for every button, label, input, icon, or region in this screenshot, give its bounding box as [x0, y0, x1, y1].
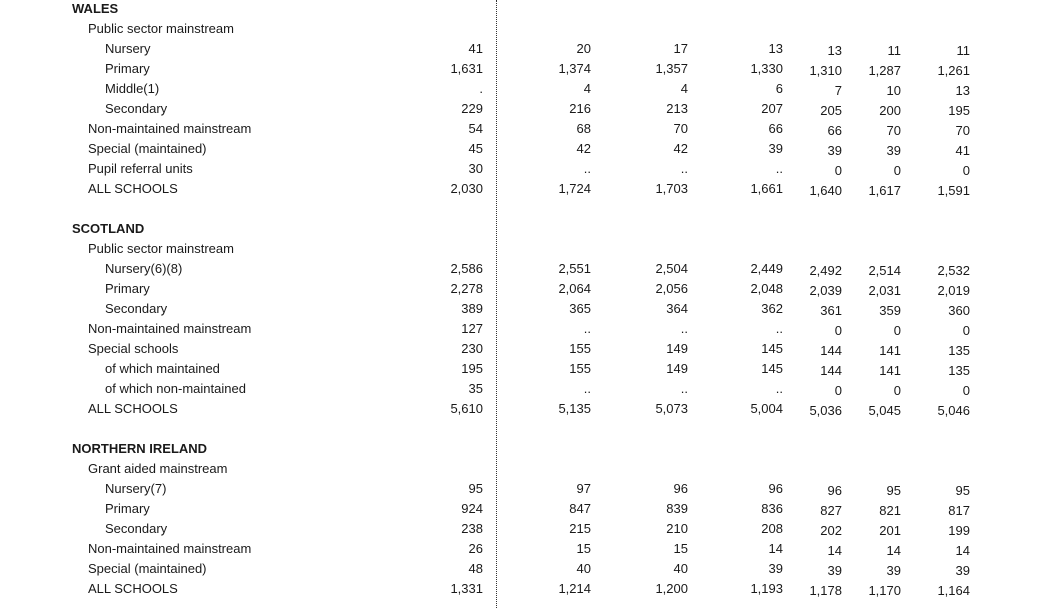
table-cell: 13 [827, 43, 842, 58]
row-label: Special schools [88, 341, 179, 356]
table-cell: 155 [569, 341, 591, 356]
table-cell: 30 [468, 161, 483, 176]
table-cell: 2,514 [868, 263, 901, 278]
table-cell: 149 [666, 341, 688, 356]
table-cell: 145 [761, 341, 783, 356]
table-cell: 364 [666, 301, 688, 316]
section-header [0, 440, 1049, 460]
table-cell: 135 [948, 363, 970, 378]
table-cell: 1,703 [655, 181, 688, 196]
table-cell: 145 [761, 361, 783, 376]
table-cell: 96 [768, 481, 783, 496]
table-cell: 14 [886, 543, 901, 558]
row-label: Special (maintained) [88, 141, 207, 156]
row-label: ALL SCHOOLS [88, 181, 178, 196]
table-cell: 0 [834, 323, 842, 338]
table-cell: 2,030 [450, 181, 483, 196]
row-label: Secondary [105, 301, 168, 316]
table-cell: 215 [569, 521, 591, 536]
table-cell: 66 [827, 123, 842, 138]
row-label: Primary [105, 61, 150, 76]
section-header [0, 220, 1049, 240]
table-row [0, 520, 1049, 540]
row-label: Primary [105, 281, 150, 296]
table-cell: 70 [955, 123, 970, 138]
table-cell: 1,640 [809, 183, 842, 198]
table-cell: 195 [948, 103, 970, 118]
table-cell: 2,056 [655, 281, 688, 296]
table-cell: 230 [461, 341, 483, 356]
table-cell: .. [680, 161, 688, 176]
table-cell: 5,004 [750, 401, 783, 416]
table-row [0, 340, 1049, 360]
table-cell: 5,135 [558, 401, 591, 416]
table-cell: 1,164 [937, 583, 970, 598]
table-cell: 0 [962, 383, 970, 398]
table-row [0, 460, 1049, 480]
table-cell: 5,045 [868, 403, 901, 418]
table-cell: .. [583, 381, 591, 396]
table-cell: 365 [569, 301, 591, 316]
table-cell: 70 [673, 121, 688, 136]
table-cell: .. [680, 321, 688, 336]
table-cell: 199 [948, 523, 970, 538]
table-cell: 1,631 [450, 61, 483, 76]
table-row [0, 20, 1049, 40]
row-label: Grant aided mainstream [88, 461, 228, 476]
table-cell: 42 [576, 141, 591, 156]
table-cell: 4 [680, 81, 688, 96]
table-cell: 48 [468, 561, 483, 576]
table-cell: 207 [761, 101, 783, 116]
table-cell: 39 [886, 563, 901, 578]
table-cell: 97 [576, 481, 591, 496]
section-title: NORTHERN IRELAND [72, 441, 208, 456]
table-cell: 95 [955, 483, 970, 498]
row-label: of which non-maintained [105, 381, 246, 396]
table-cell: 817 [948, 503, 970, 518]
table-cell: 39 [827, 563, 842, 578]
table-cell: 141 [879, 343, 901, 358]
row-label: Secondary [105, 521, 168, 536]
section-title: SCOTLAND [72, 221, 145, 236]
table-cell: 13 [955, 83, 970, 98]
table-cell: .. [680, 381, 688, 396]
table-cell: 0 [962, 323, 970, 338]
table-cell: 14 [955, 543, 970, 558]
table-row [0, 60, 1049, 80]
table-cell: 216 [569, 101, 591, 116]
table-cell: 127 [461, 321, 483, 336]
table-cell: 0 [893, 323, 901, 338]
table-cell: 11 [887, 43, 901, 58]
table-cell: 821 [879, 503, 901, 518]
table-cell: 66 [768, 121, 783, 136]
row-label: Middle(1) [105, 81, 160, 96]
table-cell: 135 [948, 343, 970, 358]
table-cell: 15 [576, 541, 591, 556]
row-label: of which maintained [105, 361, 220, 376]
table-row [0, 180, 1049, 200]
table-cell: 144 [820, 343, 842, 358]
table-cell: 2,504 [655, 261, 688, 276]
table-cell: 42 [673, 141, 688, 156]
table-cell: 0 [893, 383, 901, 398]
table-cell: 1,661 [750, 181, 783, 196]
table-cell: 1,261 [937, 63, 970, 78]
section-header [0, 0, 1049, 20]
table-cell: 14 [827, 543, 842, 558]
table-cell: 45 [468, 141, 483, 156]
table-row [0, 160, 1049, 180]
table-cell: 361 [820, 303, 842, 318]
table-cell: 205 [820, 103, 842, 118]
table-cell: 41 [468, 41, 483, 56]
table-row [0, 240, 1049, 260]
table-cell: 1,214 [558, 581, 591, 596]
table-cell: 2,039 [809, 283, 842, 298]
table-cell: 96 [673, 481, 688, 496]
table-cell: 40 [673, 561, 688, 576]
table-cell: 839 [666, 501, 688, 516]
table-row [0, 380, 1049, 400]
table-cell: 39 [886, 143, 901, 158]
row-label: Non-maintained mainstream [88, 321, 252, 336]
table-cell: 40 [576, 561, 591, 576]
row-label: Nursery(6)(8) [105, 261, 183, 276]
table-row [0, 300, 1049, 320]
table-row [0, 120, 1049, 140]
table-row [0, 260, 1049, 280]
table-cell: 15 [673, 541, 688, 556]
table-cell: 208 [761, 521, 783, 536]
table-cell: 201 [879, 523, 901, 538]
table-cell: 95 [468, 481, 483, 496]
table-cell: 0 [834, 163, 842, 178]
table-cell: 1,193 [750, 581, 783, 596]
table-cell: 7 [834, 83, 842, 98]
table-cell: 149 [666, 361, 688, 376]
table-cell: 836 [761, 501, 783, 516]
row-label: Non-maintained mainstream [88, 541, 252, 556]
table-cell: 924 [461, 501, 483, 516]
table-cell: 847 [569, 501, 591, 516]
table-cell: .. [775, 381, 783, 396]
table-cell: 229 [461, 101, 483, 116]
row-label: Non-maintained mainstream [88, 121, 252, 136]
table-cell: 17 [673, 41, 688, 56]
table-row [0, 560, 1049, 580]
table-row [0, 580, 1049, 600]
table-cell: 14 [768, 541, 783, 556]
table-cell: 360 [948, 303, 970, 318]
table-cell: 2,064 [558, 281, 591, 296]
table-cell: . [479, 81, 483, 96]
table-cell: 39 [955, 563, 970, 578]
table-cell: 2,031 [868, 283, 901, 298]
table-cell: 95 [886, 483, 901, 498]
table-cell: 2,551 [558, 261, 591, 276]
table-cell: 4 [583, 81, 591, 96]
table-cell: 210 [666, 521, 688, 536]
table-cell: 41 [955, 143, 970, 158]
table-row [0, 80, 1049, 100]
row-label: ALL SCHOOLS [88, 401, 178, 416]
table-cell: .. [775, 321, 783, 336]
table-cell: 1,357 [655, 61, 688, 76]
table-cell: 2,532 [937, 263, 970, 278]
table-cell: 1,331 [450, 581, 483, 596]
table-cell: 0 [834, 383, 842, 398]
table-cell: 10 [886, 83, 901, 98]
section-title: WALES [72, 1, 119, 16]
table-cell: 238 [461, 521, 483, 536]
table-cell: 141 [879, 363, 901, 378]
table-cell: 39 [827, 143, 842, 158]
table-cell: 1,200 [655, 581, 688, 596]
table-cell: 213 [666, 101, 688, 116]
table-cell: 68 [576, 121, 591, 136]
table-cell: 1,170 [868, 583, 901, 598]
table-cell: 1,591 [937, 183, 970, 198]
table-cell: 155 [569, 361, 591, 376]
table-cell: 2,278 [450, 281, 483, 296]
table-cell: 1,178 [809, 583, 842, 598]
table-cell: 13 [768, 41, 783, 56]
table-cell: 5,046 [937, 403, 970, 418]
table-cell: 35 [468, 381, 483, 396]
table-cell: 144 [820, 363, 842, 378]
row-label: Primary [105, 501, 150, 516]
table-cell: 96 [827, 483, 842, 498]
row-label: Special (maintained) [88, 561, 207, 576]
table-cell: 1,330 [750, 61, 783, 76]
row-label: Public sector mainstream [88, 21, 234, 36]
table-cell: 827 [820, 503, 842, 518]
table-cell: 2,492 [809, 263, 842, 278]
table-cell: 0 [962, 163, 970, 178]
row-label: ALL SCHOOLS [88, 581, 178, 596]
table-cell: 1,724 [558, 181, 591, 196]
row-label: Nursery [105, 41, 151, 56]
table-cell: 5,073 [655, 401, 688, 416]
table-row [0, 320, 1049, 340]
table-cell: 26 [468, 541, 483, 556]
table-cell: 20 [576, 41, 591, 56]
table-cell: 2,449 [750, 261, 783, 276]
table-row [0, 140, 1049, 160]
table-row [0, 280, 1049, 300]
table-cell: 5,610 [450, 401, 483, 416]
table-cell: 39 [768, 561, 783, 576]
table-cell: 5,036 [809, 403, 842, 418]
table-cell: 11 [956, 43, 970, 58]
table-cell: .. [775, 161, 783, 176]
table-row [0, 100, 1049, 120]
table-cell: 359 [879, 303, 901, 318]
table-cell: 389 [461, 301, 483, 316]
table-row [0, 500, 1049, 520]
table-cell: 195 [461, 361, 483, 376]
table-cell: 1,374 [558, 61, 591, 76]
table-cell: 1,310 [809, 63, 842, 78]
table-cell: 2,586 [450, 261, 483, 276]
table-cell: 200 [879, 103, 901, 118]
table-row [0, 540, 1049, 560]
table-cell: 70 [886, 123, 901, 138]
row-label: Nursery(7) [105, 481, 167, 496]
table-cell: 6 [775, 81, 783, 96]
table-cell: 1,617 [868, 183, 901, 198]
table-cell: 1,287 [868, 63, 901, 78]
table-row [0, 480, 1049, 500]
table-cell: 39 [768, 141, 783, 156]
table-cell: 2,048 [750, 281, 783, 296]
table-cell: 362 [761, 301, 783, 316]
table-row [0, 40, 1049, 60]
row-label: Public sector mainstream [88, 241, 234, 256]
table-cell: .. [583, 321, 591, 336]
table-row [0, 400, 1049, 420]
table-cell: .. [583, 161, 591, 176]
row-label: Pupil referral units [88, 161, 193, 176]
table-cell: 54 [468, 121, 483, 136]
table-cell: 202 [820, 523, 842, 538]
table-cell: 0 [893, 163, 901, 178]
table-cell: 2,019 [937, 283, 970, 298]
row-label: Secondary [105, 101, 168, 116]
table-row [0, 360, 1049, 380]
